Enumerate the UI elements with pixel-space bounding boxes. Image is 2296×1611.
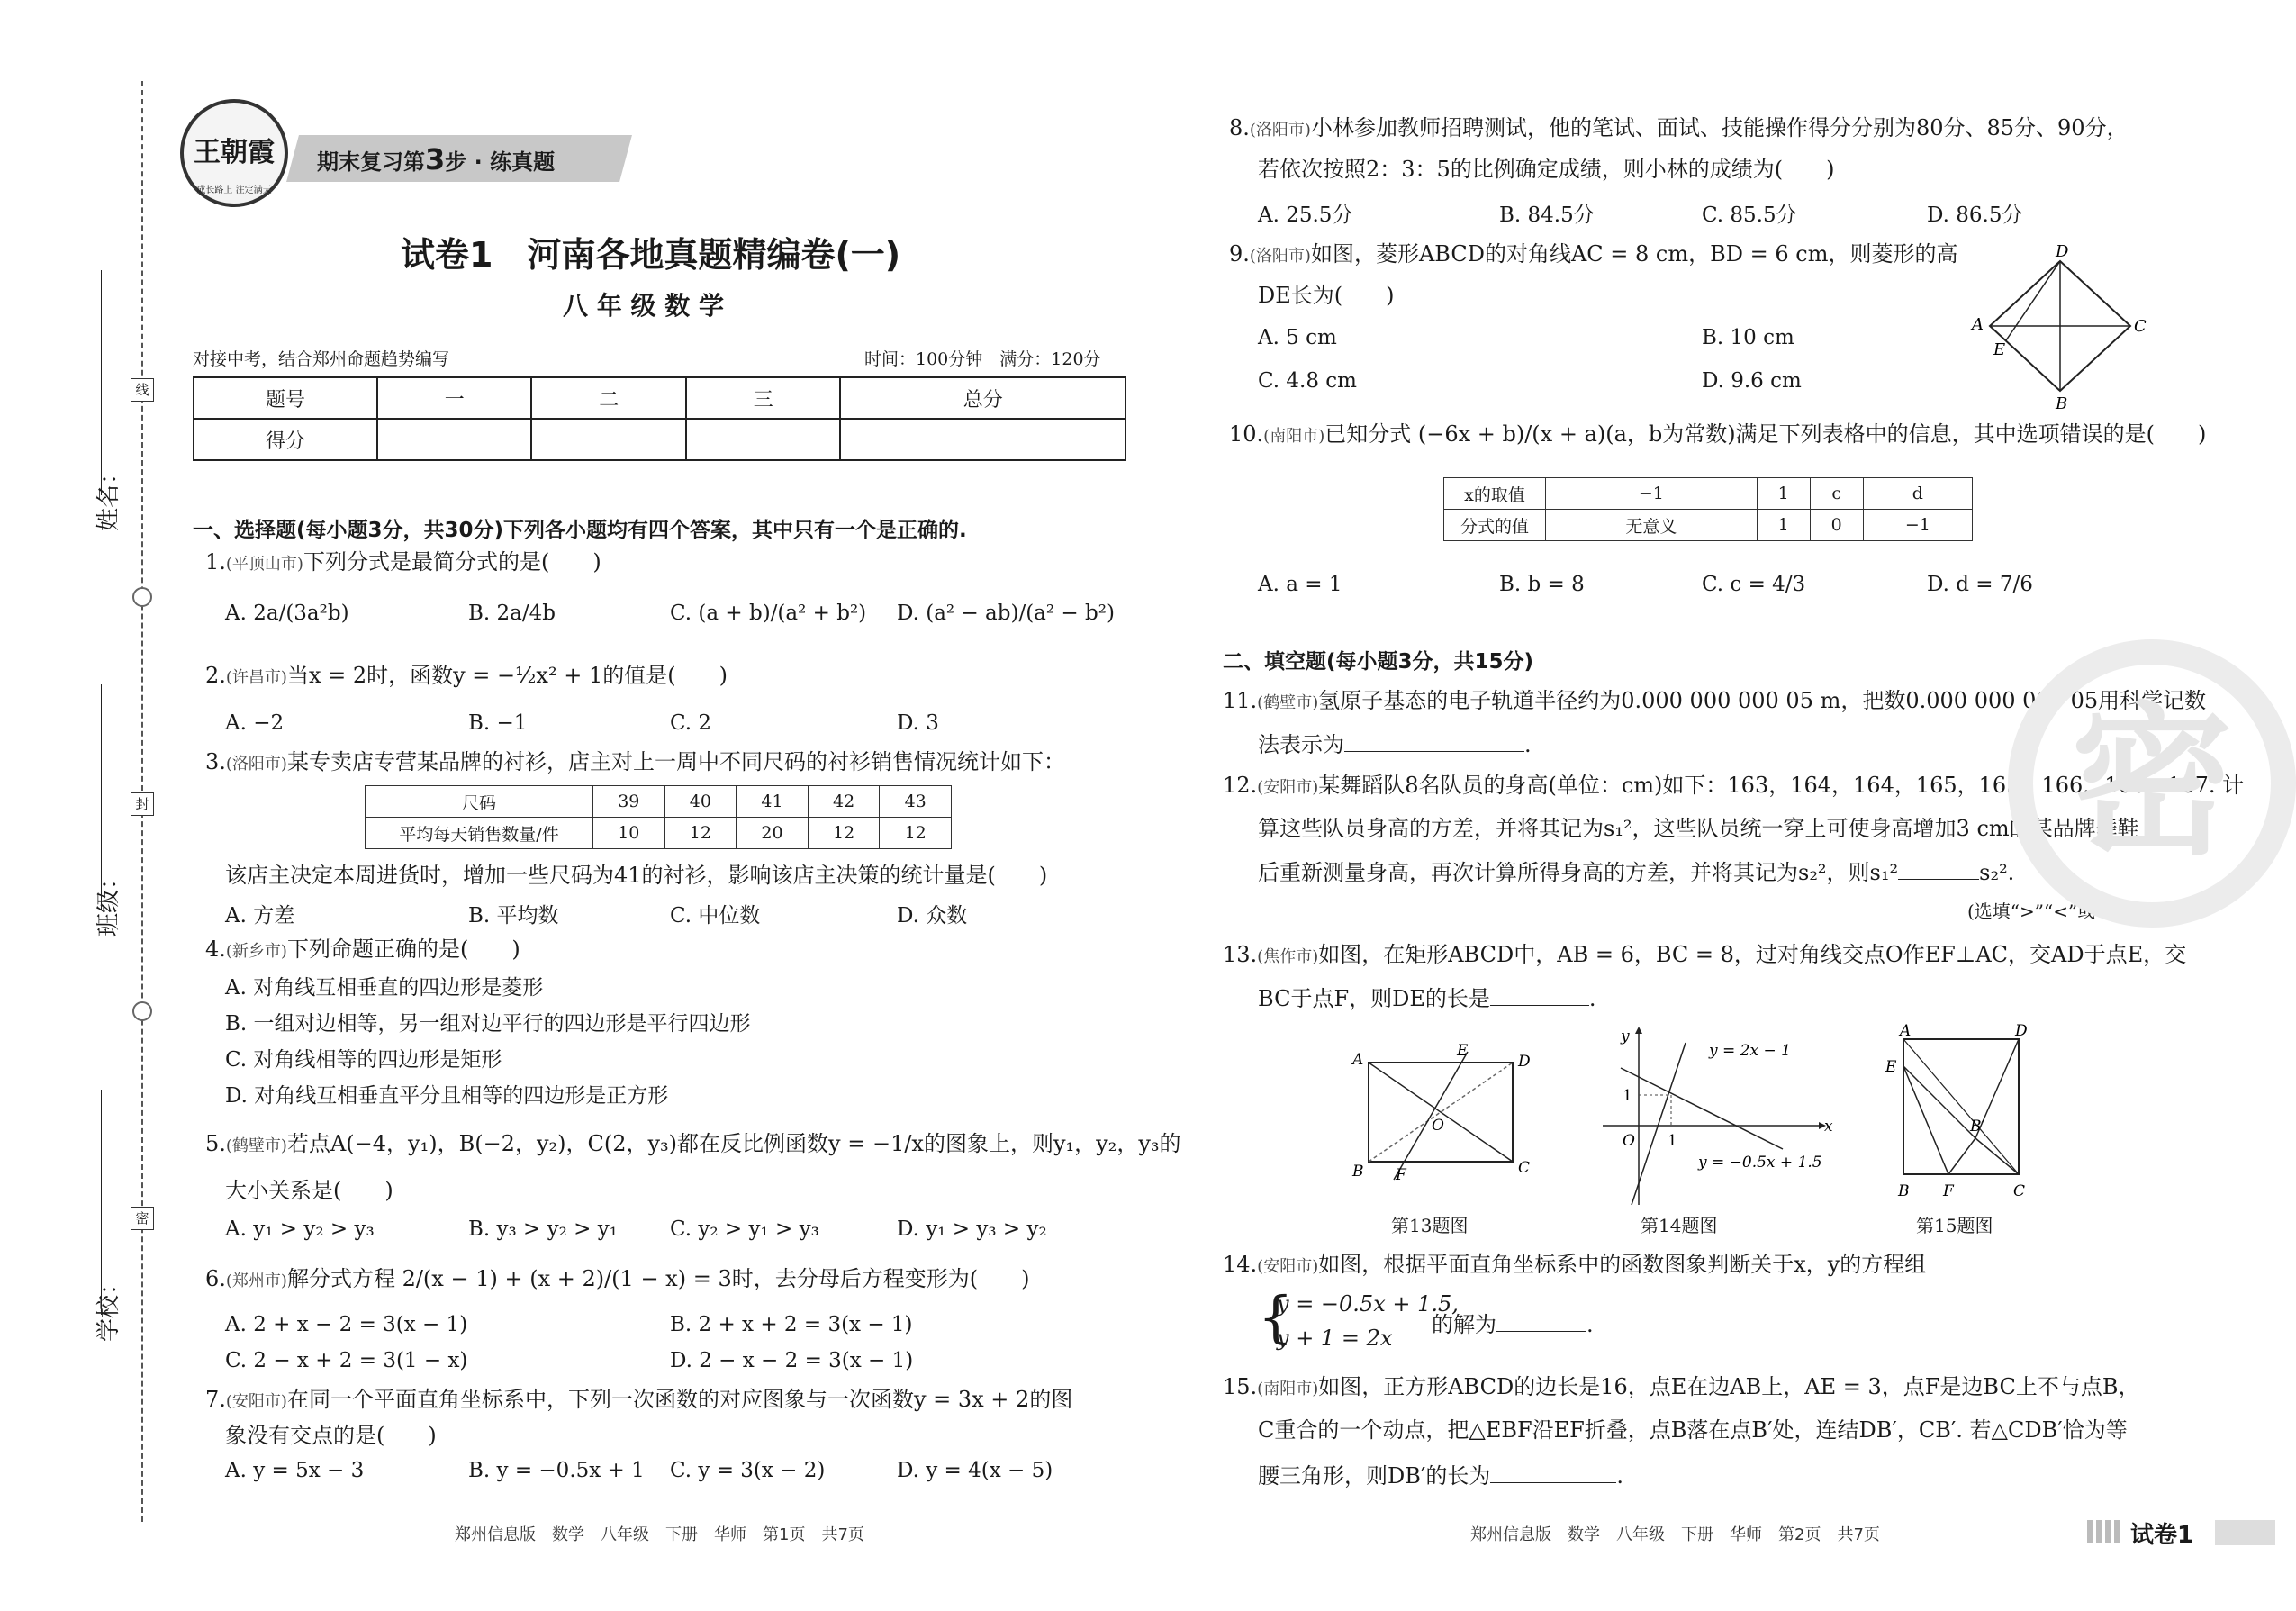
q10-city: (南阳市) xyxy=(1263,427,1325,446)
q2-option-a[interactable]: A. −2 xyxy=(225,711,285,735)
banner-step-number: 3 xyxy=(425,142,446,176)
q9-text: 如图，菱形ABCD的对角线AC = 8 cm，BD = 6 cm，则菱形的高 xyxy=(1310,241,1958,267)
banner-post: 步 · 练真题 xyxy=(445,149,556,175)
q12-text3: 后重新测量身高，再次计算所得身高的方差，并将其记为s₂²，则s₁² xyxy=(1258,860,1899,885)
score-cell[interactable] xyxy=(377,419,531,460)
fig-label: B′ xyxy=(1970,1118,1985,1136)
q2-stem xyxy=(205,661,728,692)
q14-city: (安阳市) xyxy=(1257,1257,1319,1276)
q4-option-a[interactable]: A. 对角线互相垂直的四边形是菱形 xyxy=(225,976,544,1000)
q8-stem-cont: 若依次按照2：3：5的比例确定成绩，则小林的成绩为( ) xyxy=(1258,157,1835,182)
q8-option-c[interactable]: C. 85.5分 xyxy=(1702,204,1797,227)
q14-num: 14. xyxy=(1223,1252,1258,1277)
q10-num: 10. xyxy=(1229,421,1264,447)
fig14-caption: 第14题图 xyxy=(1641,1215,1718,1236)
height-de xyxy=(2006,261,2060,340)
q12-text: 某舞蹈队8名队员的身高(单位：cm)如下：163，164，164，165，165，166，166，167. 计 xyxy=(1318,773,2245,798)
paper-tag: 试卷1 xyxy=(2130,1522,2194,1549)
table-row xyxy=(366,818,952,849)
fig-label: E xyxy=(1885,1058,1897,1076)
seal-mark-feng: 封 xyxy=(131,792,154,816)
q9-rhombus-figure xyxy=(1963,242,2147,414)
q2-text: 当x = 2时，函数y = −½x² + 1的值是( ) xyxy=(286,663,728,688)
q14-equation-1: y = −0.5x + 1.5, xyxy=(1277,1291,1459,1317)
q15-num: 15. xyxy=(1223,1374,1258,1399)
q10-table xyxy=(1443,477,1973,541)
q11-answer-blank[interactable] xyxy=(1344,728,1524,752)
q15-city: (南阳市) xyxy=(1257,1380,1319,1398)
q7-option-a[interactable]: A. y = 5x − 3 xyxy=(225,1459,365,1482)
score-cell[interactable] xyxy=(840,419,1125,460)
fig15-square xyxy=(1882,1022,2044,1205)
q8-stem xyxy=(1229,113,2129,145)
fig-label: D xyxy=(2056,242,2069,261)
table-cell: 20 xyxy=(737,818,809,849)
fig-label: D xyxy=(1518,1053,1531,1071)
paper-tag-bar xyxy=(2215,1520,2275,1545)
q11-stem-cont: 法表示为 . xyxy=(1258,728,1532,759)
q15-text: 如图，正方形ABCD的边长是16，点E在边AB上，AE = 3，点F是边BC上不与点B， xyxy=(1318,1374,2140,1399)
fig-label: A xyxy=(1900,1022,1912,1040)
fig-label: B xyxy=(2056,394,2068,413)
q12-num: 12. xyxy=(1223,773,1258,798)
q8-option-a[interactable]: A. 25.5分 xyxy=(1258,204,1353,227)
brand-logo xyxy=(180,99,288,207)
q13-stem-cont: BC于点F，则DE的长是 . xyxy=(1258,982,1596,1013)
q9-option-c[interactable]: C. 4.8 cm xyxy=(1258,369,1357,393)
q3-table xyxy=(365,785,952,849)
q14-text2: 的解为 xyxy=(1432,1312,1496,1337)
score-cell[interactable] xyxy=(686,419,840,460)
q3-city: (洛阳市) xyxy=(225,755,287,774)
table-cell: 12 xyxy=(664,818,737,849)
q4-option-b[interactable]: B. 一组对边相等，另一组对边平行的四边形是平行四边形 xyxy=(225,1012,751,1036)
q3-stem-cont: 该店主决定本周进货时，增加一些尺码为41的衬衫，影响该店主决策的统计量是( ) xyxy=(225,863,1048,888)
q10-option-d[interactable]: D. d = 7/6 xyxy=(1927,573,2033,596)
q2-option-b[interactable]: B. −1 xyxy=(468,711,528,735)
q7-text: 在同一个平面直角坐标系中，下列一次函数的对应图象与一次函数y = 3x + 2的图 xyxy=(286,1387,1073,1412)
line-fb-prime xyxy=(1948,1138,1975,1174)
table-cell: 平均每天销售数量/件 xyxy=(366,818,593,849)
line-ef xyxy=(1394,1052,1468,1180)
paper-time: 时间：100分钟 满分：120分 xyxy=(864,349,1101,369)
q5-city: (鹤壁市) xyxy=(225,1136,287,1155)
q4-option-c[interactable]: C. 对角线相等的四边形是矩形 xyxy=(225,1048,502,1072)
q4-stem xyxy=(205,935,520,966)
q4-option-d[interactable]: D. 对角线互相垂直平分且相等的四边形是正方形 xyxy=(225,1084,669,1108)
fig-label: O xyxy=(1432,1117,1444,1135)
q13-num: 13. xyxy=(1223,942,1258,967)
q3-text: 某专卖店专营某品牌的衬衫，店主对上一周中不同尺码的衬衫销售情况统计如下： xyxy=(286,749,1065,774)
q10-option-c[interactable]: C. c = 4/3 xyxy=(1702,573,1806,596)
q3-option-c[interactable]: C. 中位数 xyxy=(670,904,761,928)
q6-text: 解分式方程 2/(x − 1) + (x + 2)/(1 − x) = 3时，去分母后方程变形为( ) xyxy=(286,1266,1030,1291)
name-label: 姓名： xyxy=(95,460,122,531)
q8-city: (洛阳市) xyxy=(1249,121,1311,140)
table-cell: −1 xyxy=(1863,510,1972,541)
score-row-label: 得分 xyxy=(194,419,377,460)
watermark-char: 密 xyxy=(2070,689,2233,877)
q13-stem xyxy=(1223,940,2186,972)
q14-stem xyxy=(1223,1250,1926,1281)
line-eb-prime xyxy=(1903,1066,1975,1138)
q5-stem-cont: 大小关系是( ) xyxy=(225,1178,393,1203)
logo-title: 王朝霞 xyxy=(194,137,275,168)
table-cell: 1 xyxy=(1757,510,1810,541)
q12-text3b: s₂². xyxy=(1979,860,2015,885)
line-ef xyxy=(1903,1066,1948,1174)
fig-label: A xyxy=(1352,1051,1364,1069)
q7-num: 7. xyxy=(205,1387,226,1412)
line-label: y = 2x − 1 xyxy=(1709,1042,1791,1060)
q8-option-d[interactable]: D. 86.5分 xyxy=(1927,204,2023,227)
footer-right: 郑州信息版 数学 八年级 下册 华师 第2页 共7页 xyxy=(1470,1525,1880,1544)
table-row xyxy=(366,786,952,818)
q13-text: 如图，在矩形ABCD中，AB = 6，BC = 8，过对角线交点O作EF⊥AC，交AD于点E，交 xyxy=(1318,942,2187,967)
table-cell: 12 xyxy=(808,818,880,849)
q11-num: 11. xyxy=(1223,688,1258,713)
table-cell: x的取值 xyxy=(1444,478,1546,510)
q15-stem-cont: C重合的一个动点，把△EBF沿EF折叠，点B落在点B′处，连结DB′，CB′. 若△CDB′恰为等 xyxy=(1258,1417,2128,1443)
q6-num: 6. xyxy=(205,1266,226,1291)
q9-stem xyxy=(1229,240,1957,271)
q9-option-a[interactable]: A. 5 cm xyxy=(1258,326,1337,349)
banner-pre: 期末复习第 xyxy=(317,149,425,175)
q5-num: 5. xyxy=(205,1131,226,1156)
q13-answer-blank[interactable] xyxy=(1490,982,1589,1006)
q6-city: (郑州市) xyxy=(225,1272,287,1290)
q14-system-brace: { xyxy=(1258,1284,1294,1350)
q8-option-b[interactable]: B. 84.5分 xyxy=(1499,204,1595,227)
q3-option-b[interactable]: B. 平均数 xyxy=(468,904,559,928)
q14-equation-2: y + 1 = 2x xyxy=(1277,1326,1393,1351)
q12-hint: (选填“>”“<”或“=”) xyxy=(1967,901,2137,922)
q4-num: 4. xyxy=(205,937,226,962)
score-header: 二 xyxy=(531,377,685,419)
banner-text xyxy=(317,142,555,176)
table-cell: 尺码 xyxy=(366,786,593,818)
table-cell: 41 xyxy=(737,786,809,818)
table-cell: c xyxy=(1810,478,1863,510)
table-cell: 10 xyxy=(593,818,665,849)
q2-option-d[interactable]: D. 3 xyxy=(897,711,939,735)
seal-mark-mi: 密 xyxy=(131,1207,154,1230)
q1-option-b[interactable]: B. 2a/4b xyxy=(468,602,556,625)
q15-text3: 腰三角形，则DB′的长为 xyxy=(1258,1463,1491,1489)
q2-option-c[interactable]: C. 2 xyxy=(670,711,712,735)
score-cell[interactable] xyxy=(531,419,685,460)
q1-city: (平顶山市) xyxy=(225,555,303,574)
section2-title: 二、填空题(每小题3分，共15分) xyxy=(1223,650,1534,674)
q14-text: 如图，根据平面直角坐标系中的函数图象判断关于x，y的方程组 xyxy=(1318,1252,1927,1277)
logo-subtitle: 成长路上 注定满天 xyxy=(196,186,272,195)
table-cell: d xyxy=(1863,478,1972,510)
q12-city: (安阳市) xyxy=(1257,778,1319,797)
q2-city: (许昌市) xyxy=(225,668,287,687)
watermark-stamp xyxy=(2008,639,2296,928)
table-cell: 42 xyxy=(808,786,880,818)
q10-text: 已知分式 (−6x + b)/(x + a)(a，b为常数)满足下列表格中的信息，其中选项错误的是( ) xyxy=(1324,421,2207,447)
q11-text: 氢原子基态的电子轨道半径约为0.000 000 000 05 m，把数0.000 000 000 05用科学记数 xyxy=(1318,688,2207,713)
paper-title: 试卷1 河南各地真题精编卷(一) xyxy=(401,235,901,275)
q1-stem xyxy=(205,548,601,579)
fig-label: F xyxy=(1396,1166,1406,1184)
q14-stem-cont: 的解为 . xyxy=(1432,1308,1594,1339)
q14-answer-blank[interactable] xyxy=(1496,1308,1586,1332)
q5-text: 若点A(−4，y₁)，B(−2，y₂)，C(2，y₃)都在反比例函数y = −1/x的图象上，则y₁，y₂，y₃的 xyxy=(286,1131,1181,1156)
fig14-coordinate-plane xyxy=(1594,1025,1837,1214)
paper-note: 对接中考，结合郑州命题趋势编写 xyxy=(193,349,450,369)
origin-label: O xyxy=(1623,1132,1635,1150)
line-cb-prime xyxy=(1975,1138,2019,1174)
table-cell: 39 xyxy=(593,786,665,818)
q9-stem-cont: DE长为( ) xyxy=(1258,283,1395,308)
q13-text2: BC于点F，则DE的长是 xyxy=(1258,986,1490,1011)
q7-option-c[interactable]: C. y = 3(x − 2) xyxy=(670,1459,826,1482)
q8-text: 小林参加教师招聘测试，他的笔试、面试、技能操作得分分别为80分、85分、90分， xyxy=(1310,115,2129,140)
class-label: 班级： xyxy=(95,865,122,937)
q7-option-d[interactable]: D. y = 4(x − 5) xyxy=(897,1459,1053,1482)
q15-answer-blank[interactable] xyxy=(1490,1459,1616,1483)
axis-label: y xyxy=(1621,1027,1630,1045)
q15-stem-cont2: 腰三角形，则DB′的长为 . xyxy=(1258,1459,1623,1490)
score-header: 一 xyxy=(377,377,531,419)
fig-label: C xyxy=(2134,317,2147,336)
score-header: 总分 xyxy=(840,377,1125,419)
table-cell: 12 xyxy=(880,818,952,849)
fig-label: D xyxy=(2015,1022,2028,1040)
table-row xyxy=(1444,510,1973,541)
q11-text2: 法表示为 xyxy=(1258,732,1344,757)
q1-option-a[interactable]: A. 2a/(3a²b) xyxy=(225,602,349,625)
q3-option-a[interactable]: A. 方差 xyxy=(225,904,295,928)
q3-stem xyxy=(205,747,1065,779)
fig13-rectangle xyxy=(1342,1036,1540,1216)
q6-stem xyxy=(205,1264,1029,1296)
class-line[interactable] xyxy=(101,684,102,910)
q6-option-c[interactable]: C. 2 − x + 2 = 3(1 − x) xyxy=(225,1349,468,1372)
q8-num: 8. xyxy=(1229,115,1250,140)
q7-stem xyxy=(205,1385,1072,1416)
fig-label: E xyxy=(1457,1042,1469,1060)
fig-label: E xyxy=(1993,340,2006,359)
line-label: y = −0.5x + 1.5 xyxy=(1698,1154,1822,1172)
fig-label: A xyxy=(1972,315,1984,334)
table-cell: 无意义 xyxy=(1546,510,1758,541)
q12-stem-cont: 算这些队员身高的方差，并将其记为s₁²，这些队员统一穿上可使身高增加3 cm的某品牌舞鞋 xyxy=(1258,816,2139,841)
q13-city: (焦作市) xyxy=(1257,947,1319,966)
q7-city: (安阳市) xyxy=(225,1392,287,1411)
q1-option-d[interactable]: D. (a² − ab)/(a² − b²) xyxy=(897,602,1115,625)
tick-label: 1 xyxy=(1623,1087,1632,1105)
axis-label: x xyxy=(1824,1118,1833,1136)
q2-num: 2. xyxy=(205,663,226,688)
q9-option-b[interactable]: B. 10 cm xyxy=(1702,326,1794,349)
q6-option-d[interactable]: D. 2 − x − 2 = 3(x − 1) xyxy=(670,1349,914,1372)
table-cell: 1 xyxy=(1757,478,1810,510)
paper-subtitle: 八 年 级 数 学 xyxy=(563,291,724,321)
table-cell: 0 xyxy=(1810,510,1863,541)
q4-text: 下列命题正确的是( ) xyxy=(286,937,520,962)
section1-title: 一、选择题(每小题3分，共30分)下列各小题均有四个答案，其中只有一个是正确的. xyxy=(193,519,967,542)
fig-label: C xyxy=(1518,1159,1531,1177)
q12-answer-blank[interactable] xyxy=(1898,855,1979,880)
paper-tag-stripes xyxy=(2087,1520,2123,1543)
table-cell: 43 xyxy=(880,786,952,818)
q5-option-b[interactable]: B. y₃ > y₂ > y₁ xyxy=(468,1217,618,1241)
binding-circle-icon xyxy=(132,587,152,607)
score-header: 三 xyxy=(686,377,840,419)
name-line[interactable] xyxy=(101,270,102,495)
seal-mark-xian: 线 xyxy=(131,378,154,402)
q5-option-a[interactable]: A. y₁ > y₂ > y₃ xyxy=(225,1217,375,1241)
q3-option-d[interactable]: D. 众数 xyxy=(897,904,968,928)
fig-label: F xyxy=(1943,1182,1954,1200)
score-header: 题号 xyxy=(194,377,377,419)
q5-stem xyxy=(205,1129,1181,1161)
binding-circle-icon xyxy=(132,1001,152,1021)
footer-left: 郑州信息版 数学 八年级 下册 华师 第1页 共7页 xyxy=(455,1525,864,1544)
q5-option-c[interactable]: C. y₂ > y₁ > y₃ xyxy=(670,1217,819,1241)
q1-text: 下列分式是最简分式的是( ) xyxy=(303,549,601,575)
q11-city: (鹤壁市) xyxy=(1257,693,1319,712)
q15-stem xyxy=(1223,1372,2140,1404)
school-line[interactable] xyxy=(101,1090,102,1315)
q10-option-a[interactable]: A. a = 1 xyxy=(1258,573,1342,596)
q6-option-a[interactable]: A. 2 + x − 2 = 3(x − 1) xyxy=(225,1313,468,1336)
fig-label: B xyxy=(1352,1163,1364,1181)
q4-city: (新乡市) xyxy=(225,942,287,961)
q9-num: 9. xyxy=(1229,241,1250,267)
q7-stem-cont: 象没有交点的是( ) xyxy=(225,1423,437,1448)
q9-option-d[interactable]: D. 9.6 cm xyxy=(1702,369,1802,393)
q3-num: 3. xyxy=(205,749,226,774)
tick-label: 1 xyxy=(1668,1132,1677,1150)
q1-num: 1. xyxy=(205,549,226,575)
q7-option-b[interactable]: B. y = −0.5x + 1 xyxy=(468,1459,645,1482)
fig15-caption: 第15题图 xyxy=(1916,1215,1993,1236)
q5-option-d[interactable]: D. y₁ > y₃ > y₂ xyxy=(897,1217,1047,1241)
fig-label: B xyxy=(1898,1182,1910,1200)
fig-label: C xyxy=(2013,1182,2026,1200)
fig13-caption: 第13题图 xyxy=(1391,1215,1469,1236)
school-label: 学校： xyxy=(95,1271,122,1342)
q12-stem-cont2 xyxy=(1258,855,2014,887)
table-row xyxy=(1444,478,1973,510)
y-axis-arrow-icon xyxy=(1635,1027,1642,1034)
line-y-2x-1 xyxy=(1632,1043,1686,1205)
q9-city: (洛阳市) xyxy=(1249,247,1311,266)
q1-option-c[interactable]: C. (a + b)/(a² + b²) xyxy=(670,602,867,625)
table-cell: 分式的值 xyxy=(1444,510,1546,541)
q10-option-b[interactable]: B. b = 8 xyxy=(1499,573,1585,596)
q10-stem xyxy=(1229,420,2206,451)
table-cell: −1 xyxy=(1546,478,1758,510)
score-table xyxy=(193,376,1126,461)
q6-option-b[interactable]: B. 2 + x + 2 = 3(x − 1) xyxy=(670,1313,913,1336)
table-cell: 40 xyxy=(664,786,737,818)
line-y-neg-05x-15 xyxy=(1621,1068,1783,1149)
